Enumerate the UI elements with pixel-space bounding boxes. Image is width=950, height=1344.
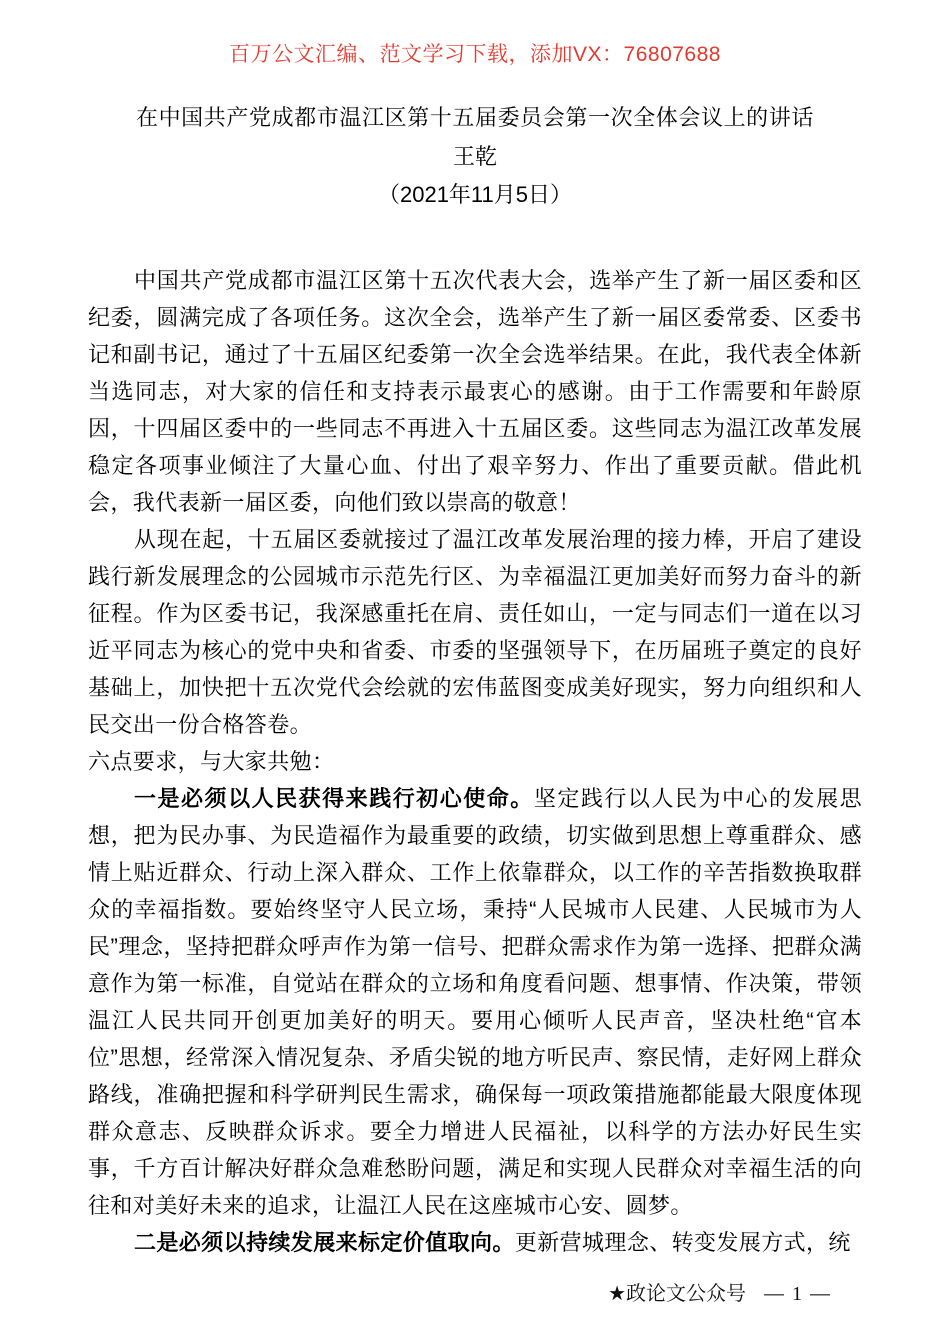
document-body	[88, 262, 862, 1261]
promo-banner: 百万公文汇编、范文学习下载，添加VX：76807688	[229, 43, 721, 66]
paragraph-bold-lead: 一是必须以人民获得来践行初心使命。	[134, 786, 534, 811]
paragraph: 从现在起，十五届区委就接过了温江改革发展治理的接力棒，开启了建设践行新发展理念的公园城市示范先行区、为幸福温江更加美好而努力奋斗的新征程。作为区委书记，我深感重托在肩、责任如山，一定与同志们一道在以习近平同志为核心的党中央和省委、市委的坚强领导下，在历届班子奠定的良好基础上，加快把十五次党代会绘就的宏伟蓝图变成美好现实，努力向组织和人民交出一份合格答卷。	[88, 527, 862, 737]
page-dash-left: —	[764, 1283, 784, 1305]
paragraph-bold-lead: 二是必须以持续发展来标定价值取向。	[134, 1230, 515, 1255]
paragraph: 六点要求，与大家共勉：	[88, 749, 335, 774]
title-block	[0, 98, 950, 214]
paragraph: 中国共产党成都市温江区第十五次代表大会，选举产生了新一届区委和区纪委，圆满完成了各项任务。这次全会，选举产生了新一届区委常委、区委书记和副书记，通过了十五届区纪委第一次全会选举结果。在此，我代表全体新当选同志，对大家的信任和支持表示最衷心的感谢。由于工作需要和年龄原因，十四届区委中的一些同志不再进入十五届区委。这些同志为温江改革发展稳定各项事业倾注了大量心血、付出了艰辛努力、作出了重要贡献。借此机会，我代表新一届区委，向他们致以崇高的敬意！	[88, 268, 862, 515]
footer-brand: ★政论文公众号	[608, 1283, 746, 1305]
paragraph: 二是必须以持续发展来标定价值取向。更新营城理念、转变发展方式，统	[134, 1230, 851, 1255]
paragraph: 一是必须以人民获得来践行初心使命。坚定践行以人民为中心的发展思想，把为民办事、为民造福作为最重要的政绩，切实做到思想上尊重群众、感情上贴近群众、行动上深入群众、工作上依靠群众，以工作的辛苦指数换取群众的幸福指数。要始终坚守人民立场，秉持“人民城市人民建、人民城市为人民”理念，坚持把群众呼声作为第一信号、把群众需求作为第一选择、把群众满意作为第一标准，自觉站在群众的立场和角度看问题、想事情、作决策，带领温江人民共同开创更加美好的明天。要用心倾听人民声音，坚决杜绝“官本位”思想，经常深入情况复杂、矛盾尖锐的地方听民声、察民情，走好网上群众路线，准确把握和科学研判民生需求，确保每一项政策措施都能最大限度体现群众意志、反映群众诉求。要全力增进人民福祉，以科学的方法办好民生实事，千方百计解决好群众急难愁盼问题，满足和实现人民群众对幸福生活的向往和对美好未来的追求，让温江人民在这座城市心安、圆梦。	[88, 786, 862, 1218]
page-number: 1	[792, 1283, 802, 1305]
page-number-group	[764, 1283, 830, 1305]
author-name: 王乾	[452, 144, 497, 169]
document-title: 在中国共产党成都市温江区第十五届委员会第一次全体会议上的讲话	[135, 105, 814, 130]
page-footer	[608, 1282, 830, 1306]
page-dash-right: —	[810, 1283, 830, 1305]
date-line: （2021年11月5日）	[377, 182, 572, 207]
